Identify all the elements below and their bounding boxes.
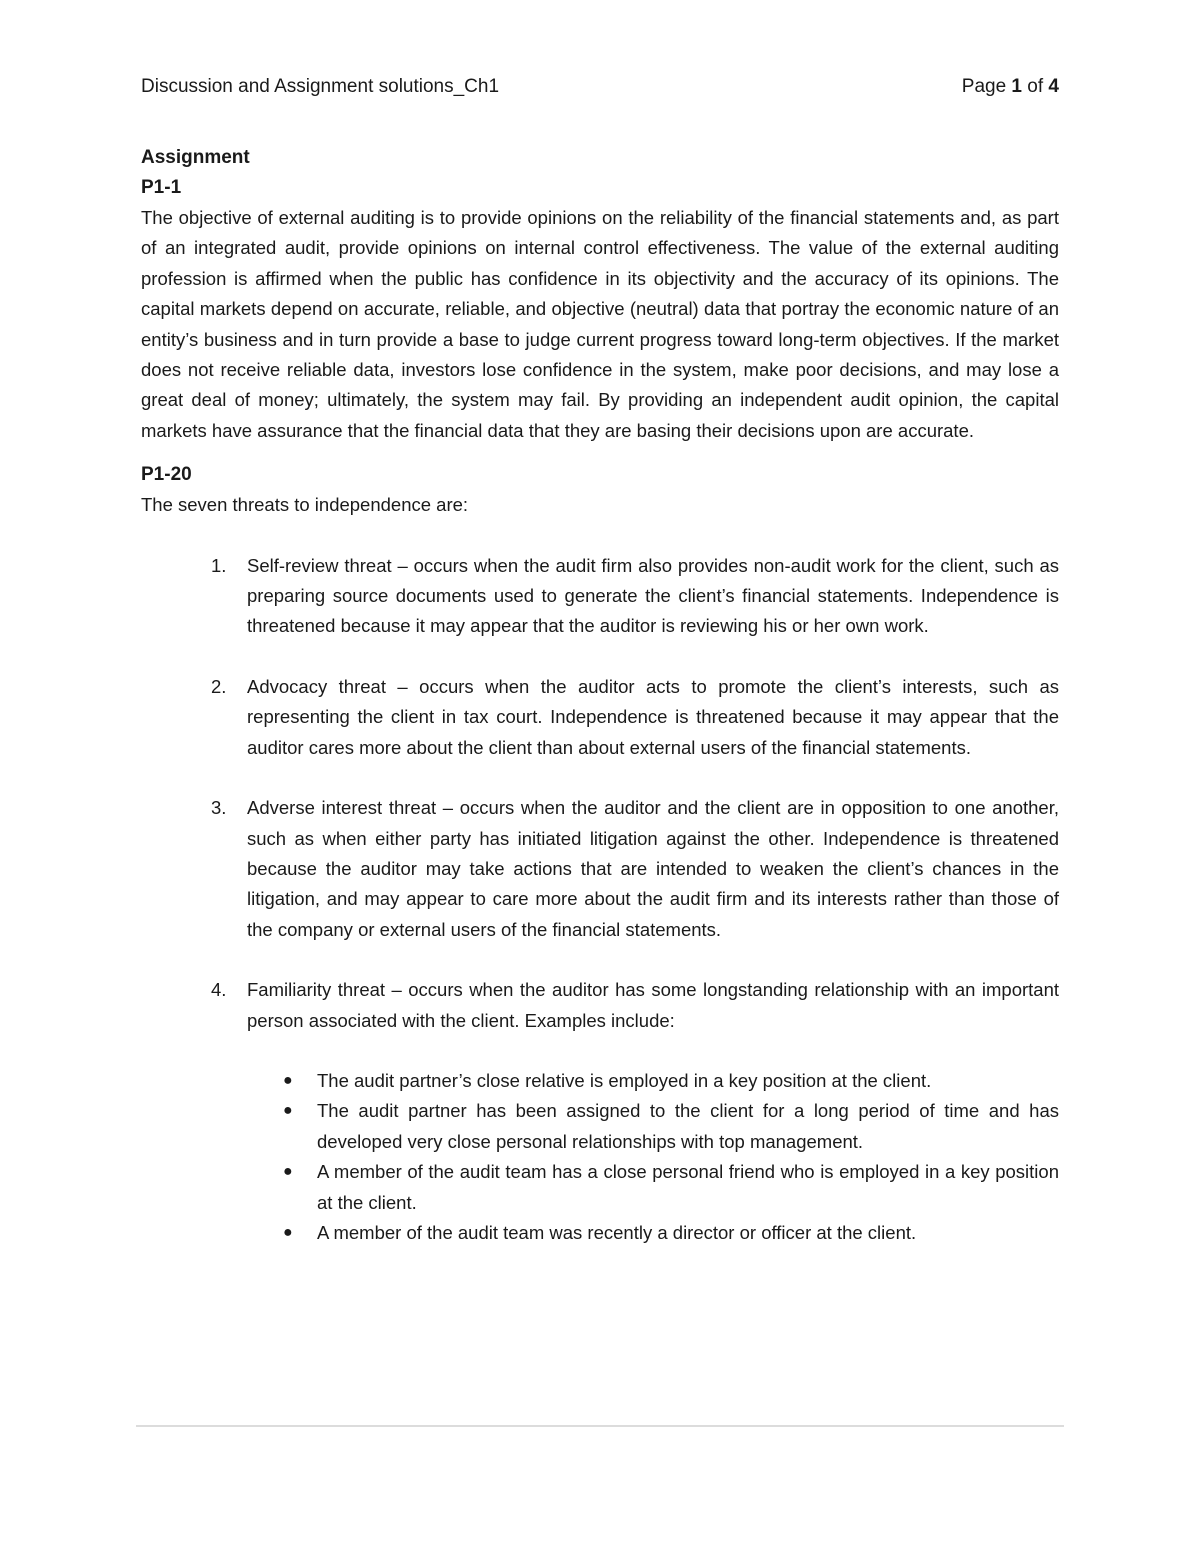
bullet-icon: ● — [283, 1163, 293, 1181]
list-item — [141, 793, 1059, 945]
bullet-icon: ● — [283, 1102, 293, 1120]
page-header — [141, 74, 1059, 100]
document-title: Discussion and Assignment solutions_Ch1 — [141, 76, 500, 97]
bullet-icon: ● — [283, 1223, 293, 1241]
footer-divider — [136, 1425, 1064, 1427]
problem-answer-p1-1: The objective of external auditing is to provide opinions on the reliability of the financial statements and, as part of an integrated audit, provide opinions on internal control effectiveness. The value of the external auditing profession is affirmed when the public has confidence in its objectivity and the accuracy of its opinions. The capital markets depend on accurate, reliable, and objective (neutral) data that portray the economic nature of an entity’s business and in turn provide a base to judge current progress toward long-term objectives. If the market does not receive reliable data, investors lose confidence in the system, make poor decisions, and may lose a great deal of money; ultimately, the system may fail. By providing an independent audit opinion, the capital markets have assurance that the financial data that they are basing their decisions upon are accurate. — [141, 207, 1059, 441]
bullet-icon: ● — [283, 1071, 293, 1089]
section-heading-assignment: Assignment — [141, 147, 250, 168]
threat-text: Self-review threat – occurs when the audit firm also provides non-audit work for the client, such as preparing source documents used to generate the client’s financial statements. Independence is threatened because it may appear that the auditor is reviewing his or her own work. — [247, 554, 1059, 637]
examples-list — [247, 1066, 1059, 1248]
problem-label-p1-1: P1-1 — [141, 177, 182, 198]
example-item — [247, 1096, 1059, 1157]
list-number: 4. — [211, 979, 227, 1001]
example-text: A member of the audit team was recently a director or officer at the client. — [317, 1221, 917, 1243]
list-number: 2. — [211, 675, 227, 697]
example-item — [247, 1157, 1059, 1218]
list-item — [141, 975, 1059, 1248]
example-item — [247, 1218, 1059, 1248]
list-number: 1. — [211, 554, 227, 576]
threat-text: Advocacy threat – occurs when the auditor acts to promote the client’s interests, such as representing the client in tax court. Independence is threatened because it may appear that the auditor cares more about the client than about external users of the financial statements. — [247, 675, 1059, 758]
threats-list — [141, 551, 1059, 1249]
list-item — [141, 551, 1059, 642]
page-number: Page 1 of 4 — [961, 76, 1059, 97]
list-item — [141, 672, 1059, 763]
document-body — [141, 143, 1059, 1278]
list-number: 3. — [211, 797, 227, 819]
example-item — [247, 1066, 1059, 1096]
threat-text: Familiarity threat – occurs when the auditor has some longstanding relationship with an important person associated with the client. Examples include: — [247, 979, 1059, 1031]
threat-text: Adverse interest threat – occurs when the auditor and the client are in opposition to one another, such as when either party has initiated litigation against the other. Independence is threatened because the auditor may take actions that are intended to weaken the client’s chances in the litigation, and may appear to care more about the audit firm and its interests rather than those of the company or external users of the financial statements. — [247, 797, 1059, 940]
example-text: A member of the audit team has a close personal friend who is employed in a key position at the client. — [317, 1161, 1059, 1213]
problem-label-p1-20: P1-20 — [141, 464, 192, 486]
example-text: The audit partner’s close relative is employed in a key position at the client. — [317, 1069, 932, 1091]
example-text: The audit partner has been assigned to the client for a long period of time and has developed very close personal relationships with top management. — [317, 1100, 1059, 1152]
threats-intro: The seven threats to independence are: — [141, 494, 469, 516]
